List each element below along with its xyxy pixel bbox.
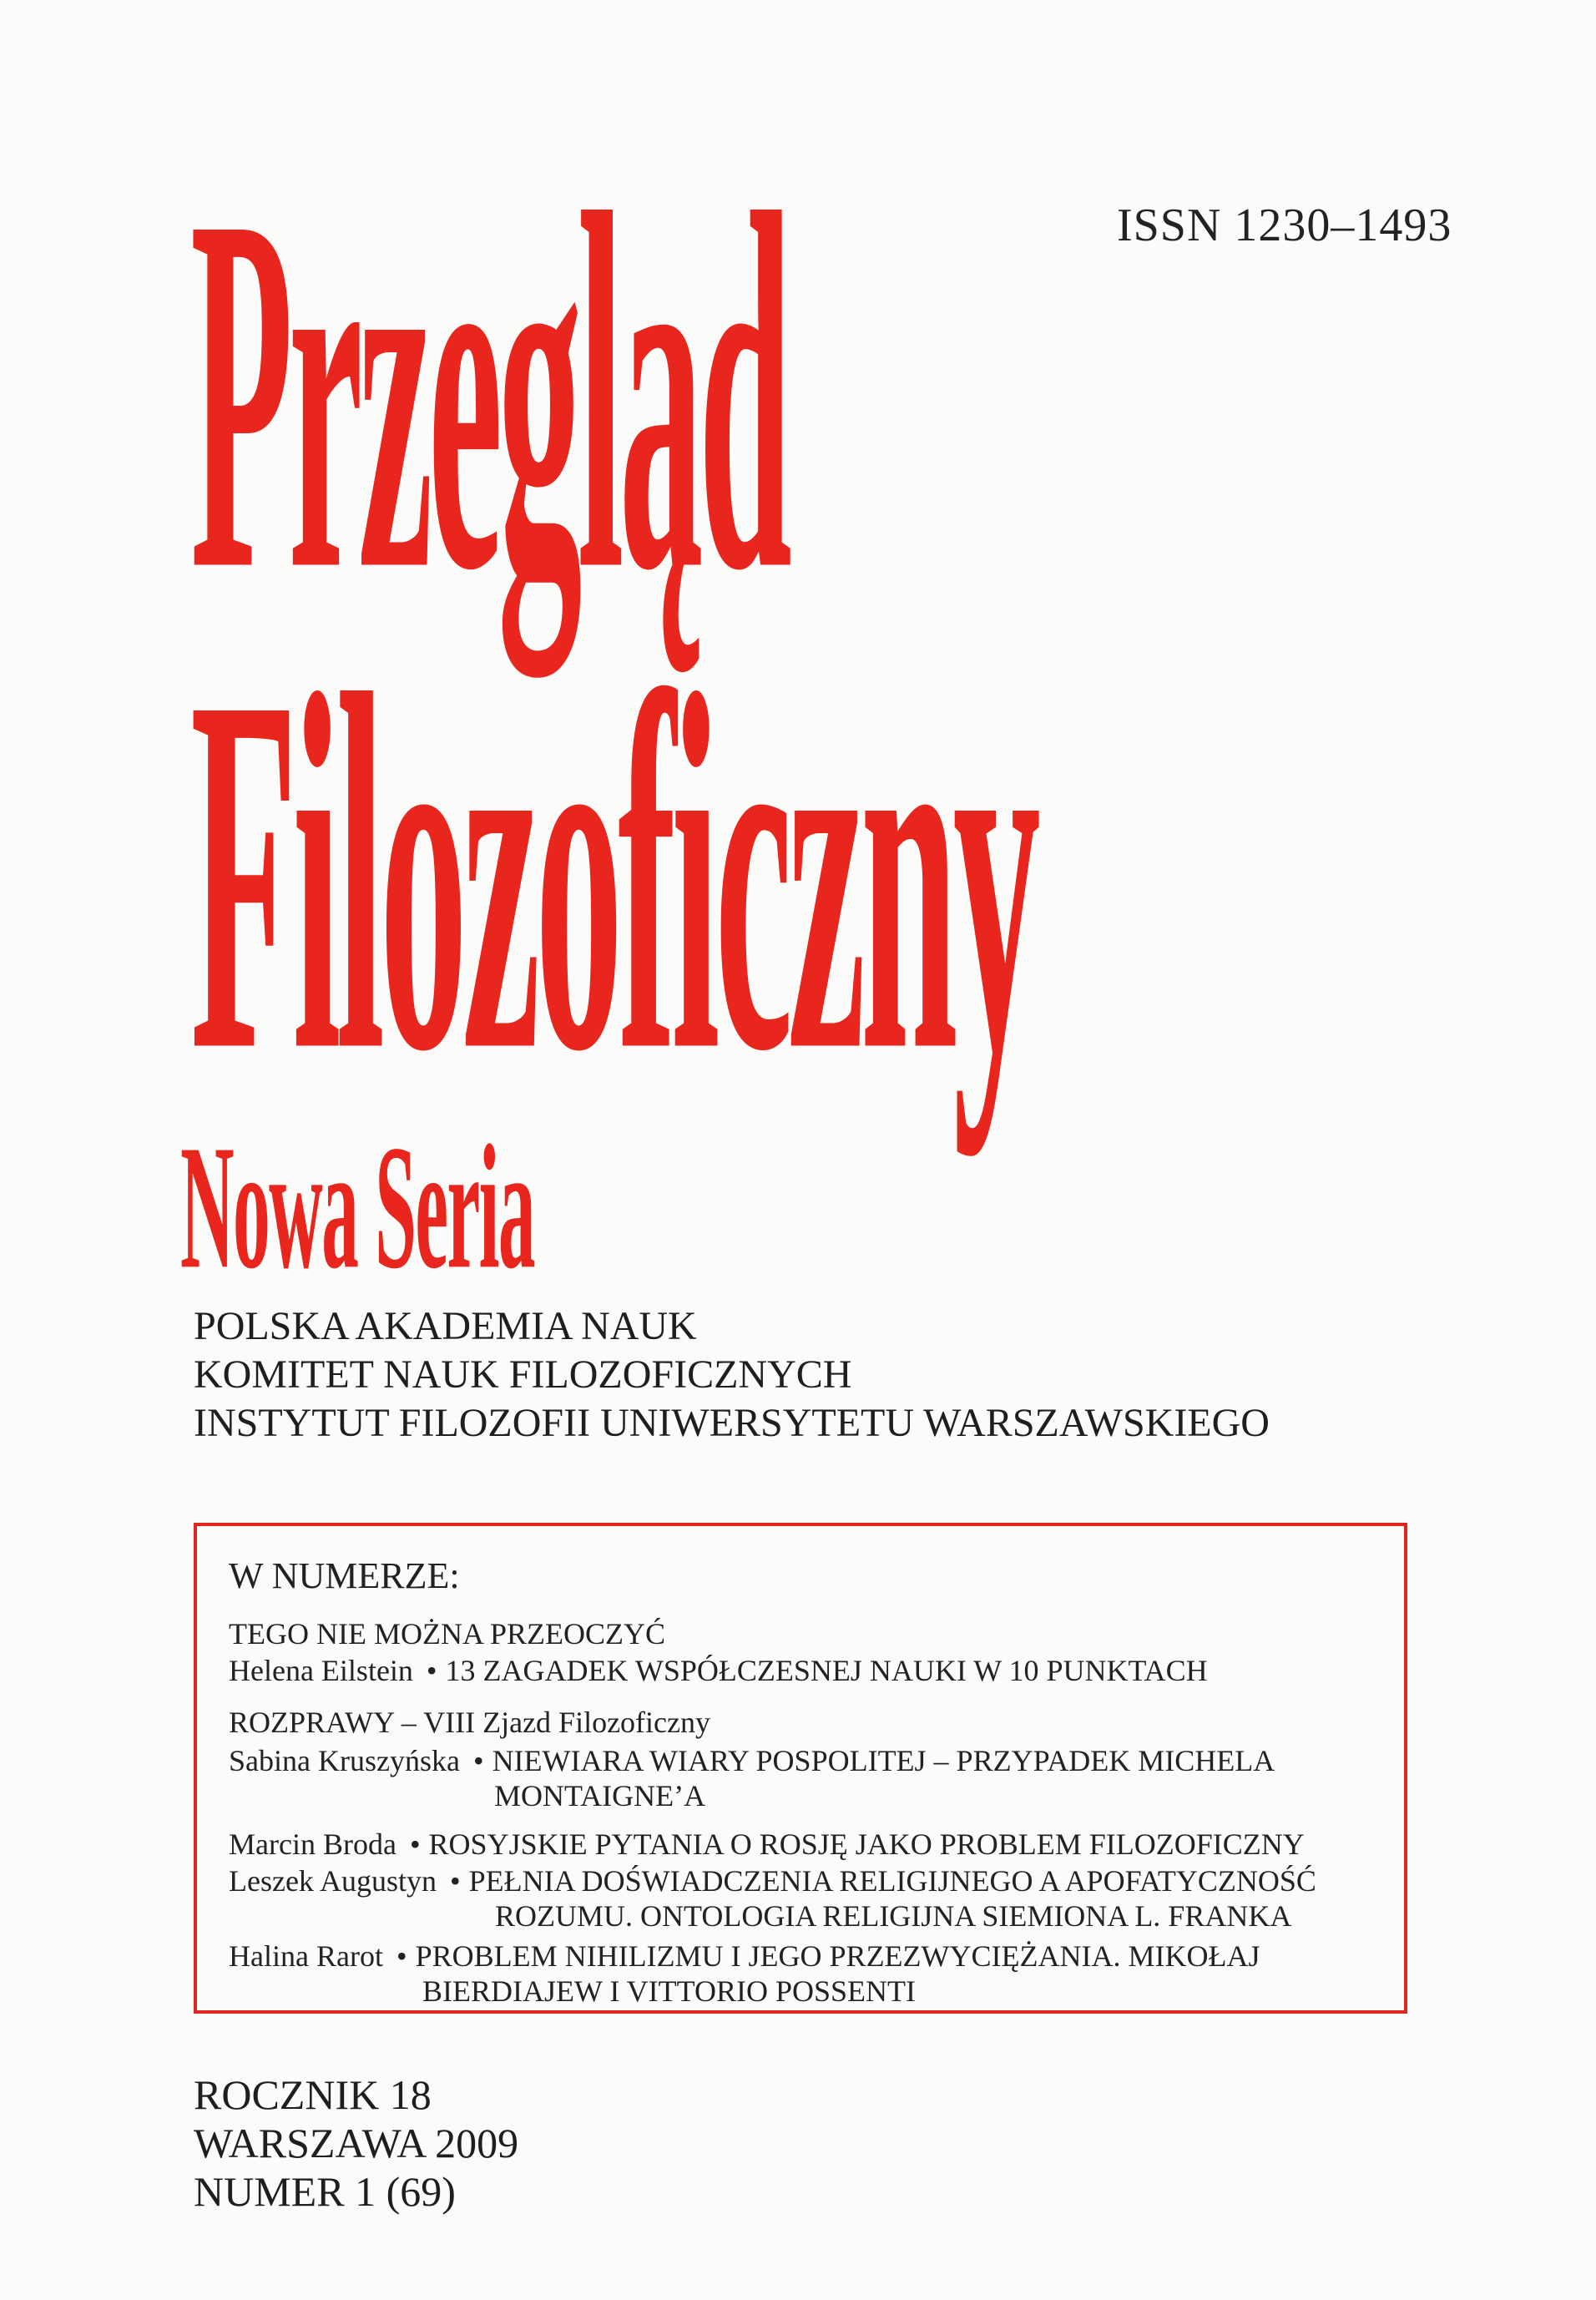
entry-title: PROBLEM NIHILIZMU I JEGO PRZEZWYCIĘŻANIA. MIKOŁAJ [415,1939,1260,1973]
contents-entry [229,1863,1316,1898]
table-of-contents-box [194,1523,1407,2014]
entry-title-continued: ROZUMU. ONTOLOGIA RELIGIJNA SIEMIONA L. FRANKA [495,1899,1292,1933]
contents-entry [229,1653,1208,1688]
section-title: ROZPRAWY – VIII Zjazd Filozoficzny [229,1706,711,1739]
volume-label: ROCZNIK 18 [194,2071,432,2118]
entry-title: NIEWIARA WIARY POSPOLITEJ – PRZYPADEK MICHELA [492,1744,1275,1777]
entry-author: Helena Eilstein [229,1654,413,1687]
contents-entry [229,1743,1275,1778]
entry-title-continued: BIERDIAJEW I VITTORIO POSSENTI [422,1974,916,2008]
entry-title: ROSYJSKIE PYTANIA O ROSJĘ JAKO PROBLEM FILOZOFICZNY [428,1827,1305,1861]
section-title: TEGO NIE MOŻNA PRZEOCZYĆ [229,1617,665,1650]
entry-author: Marcin Broda [229,1827,396,1861]
entry-author: Leszek Augustyn [229,1864,437,1898]
contents-entry [229,1827,1305,1862]
contents-entry [229,1939,1260,1974]
bullet-separator: • [426,1654,437,1687]
place-year-label: WARSZAWA 2009 [194,2120,519,2166]
entry-title: 13 ZAGADEK WSPÓŁCZESNEJ NAUKI W 10 PUNKTACH [445,1654,1208,1687]
bullet-separator: • [396,1939,407,1973]
bullet-separator: • [409,1827,421,1861]
title-filozoficzny: Filozoficzny [190,589,1036,1157]
issn-number: ISSN 1230–1493 [1117,200,1452,251]
institution-line: KOMITET NAUK FILOZOFICZNYCH [194,1352,852,1397]
contents-heading: W NUMERZE: [229,1555,460,1596]
publisher-institutions [194,1302,1270,1448]
title-przeglad: Przegląd [190,109,788,676]
entry-author: Halina Rarot [229,1939,383,1973]
bullet-separator: • [472,1744,484,1777]
institution-line: INSTYTUT FILOZOFII UNIWERSYTETU WARSZAWSKIEGO [194,1401,1270,1445]
issue-number-label: NUMER 1 (69) [194,2168,456,2215]
entry-title: PEŁNIA DOŚWIADCZENIA RELIGIJNEGO A APOFATYCZNOŚĆ [468,1864,1316,1898]
subtitle-nowa-seria: Nowa Seria [180,1109,535,1307]
bullet-separator: • [449,1864,461,1898]
entry-title-continued: MONTAIGNE’A [494,1779,706,1812]
issue-info [194,2070,518,2216]
institution-line: POLSKA AKADEMIA NAUK [194,1304,697,1348]
entry-author: Sabina Kruszyńska [229,1744,460,1777]
